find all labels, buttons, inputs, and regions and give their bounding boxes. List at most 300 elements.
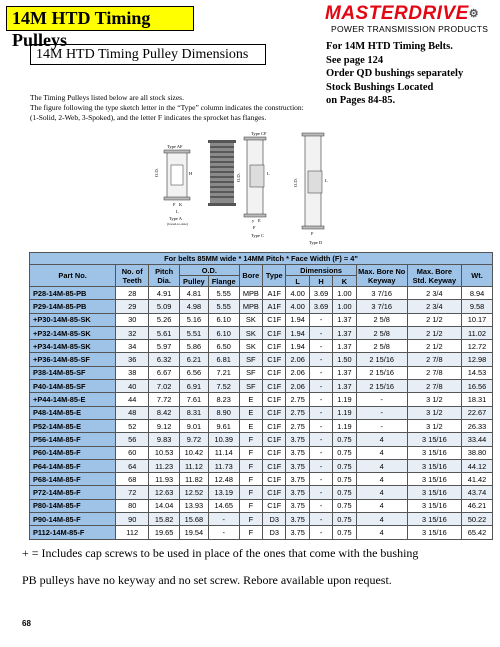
table-cell: MPB <box>239 300 262 313</box>
table-cell: D3 <box>263 526 286 539</box>
table-cell: 1.37 <box>333 340 356 353</box>
table-cell: 14.53 <box>462 366 493 379</box>
table-cell: 65.42 <box>462 526 493 539</box>
table-cell: - <box>356 393 407 406</box>
table-cell: D3 <box>263 513 286 526</box>
table-row <box>30 313 493 326</box>
table-cell: 3.75 <box>286 486 309 499</box>
table-cell: 0.75 <box>333 513 356 526</box>
table-cell: SF <box>239 380 262 393</box>
table-cell: - <box>309 433 332 446</box>
table-row <box>30 419 493 432</box>
table-cell: 11.02 <box>462 326 493 339</box>
e-label: E <box>258 218 261 223</box>
table-cell: C1F <box>263 366 286 379</box>
table-cell: - <box>309 513 332 526</box>
table-cell: C1F <box>263 499 286 512</box>
table-cell: 3 15/16 <box>407 513 461 526</box>
table-cell: - <box>309 380 332 393</box>
table-cell: 1.00 <box>333 300 356 313</box>
table-cell: 1.94 <box>286 340 309 353</box>
table-cell: 2.06 <box>286 366 309 379</box>
table-cell: 5.55 <box>208 300 239 313</box>
table-cell: 10.39 <box>208 433 239 446</box>
table-cell: 3 15/16 <box>407 473 461 486</box>
table-cell: 11.14 <box>208 446 239 459</box>
table-cell: 0.75 <box>333 433 356 446</box>
table-cell: 44.12 <box>462 459 493 472</box>
table-cell: 15.82 <box>149 513 180 526</box>
table-cell: 3 15/16 <box>407 486 461 499</box>
part-number-cell: P29-14M-85-PB <box>30 300 116 313</box>
intro-line: The Timing Pulleys listed below are all stock sizes. <box>30 93 184 102</box>
table-cell: 9.58 <box>462 300 493 313</box>
table-cell: 2 1/2 <box>407 313 461 326</box>
table-cell: F <box>239 433 262 446</box>
table-cell: 8.90 <box>208 406 239 419</box>
table-cell: E <box>239 406 262 419</box>
h-label: H <box>189 171 193 176</box>
table-cell: 52 <box>116 419 149 432</box>
part-number-cell: +P32-14M-85-SK <box>30 326 116 339</box>
table-cell: 32 <box>116 326 149 339</box>
table-cell: - <box>309 406 332 419</box>
table-cell: SF <box>239 353 262 366</box>
table-cell: C1F <box>263 340 286 353</box>
table-cell: 6.21 <box>180 353 209 366</box>
table-cell: 11.12 <box>180 459 209 472</box>
col-dim-l: L <box>286 276 309 287</box>
brand-gear-icon: ⚙ <box>468 8 480 20</box>
table-cell: F <box>239 513 262 526</box>
part-number-cell: P90-14M-85-F <box>30 513 116 526</box>
table-cell: 6.50 <box>208 340 239 353</box>
table-cell: 3.75 <box>286 433 309 446</box>
table-cell: C1F <box>263 380 286 393</box>
table-cell: 7.21 <box>208 366 239 379</box>
part-number-cell: +P34-14M-85-SK <box>30 340 116 353</box>
table-cell: 12.63 <box>149 486 180 499</box>
table-cell: E <box>239 393 262 406</box>
type-cf-sketch <box>236 131 270 238</box>
type-a-note: (bored-to-size) <box>167 222 188 226</box>
table-row <box>30 459 493 472</box>
col-bore: Bore <box>239 265 262 287</box>
table-cell: 2.06 <box>286 353 309 366</box>
table-cell: 1.19 <box>333 406 356 419</box>
table-cell: 6.10 <box>208 326 239 339</box>
table-cell: 4.00 <box>286 300 309 313</box>
table-cell: F <box>239 446 262 459</box>
pulley-dimensions-table-wrap <box>29 252 493 540</box>
table-cell: - <box>356 419 407 432</box>
table-cell: 3 15/16 <box>407 446 461 459</box>
type-af-sketch <box>154 144 193 226</box>
brand-tagline: POWER TRANSMISSION PRODUCTS <box>331 24 489 34</box>
table-cell: 6.91 <box>180 380 209 393</box>
table-cell: 7.61 <box>180 393 209 406</box>
table-cell: A1F <box>263 287 286 300</box>
table-row <box>30 406 493 419</box>
part-number-cell: P40-14M-85-SF <box>30 380 116 393</box>
table-cell: 3 1/2 <box>407 406 461 419</box>
table-cell: 14.04 <box>149 499 180 512</box>
table-cell: F <box>239 473 262 486</box>
table-row <box>30 300 493 313</box>
table-cell: - <box>309 526 332 539</box>
f-label: F <box>253 225 256 230</box>
table-cell: C1F <box>263 446 286 459</box>
table-cell: 36 <box>116 353 149 366</box>
table-cell: F <box>239 526 262 539</box>
part-number-cell: P38-14M-85-SF <box>30 366 116 379</box>
type-d-sketch <box>293 133 328 245</box>
col-od-flange: Flange <box>208 276 239 287</box>
table-cell: C1F <box>263 433 286 446</box>
l-label: L <box>267 171 270 176</box>
table-cell: SK <box>239 326 262 339</box>
table-cell: 15.68 <box>180 513 209 526</box>
table-cell: 3.75 <box>286 459 309 472</box>
f-label: F <box>173 202 176 207</box>
table-cell: F <box>239 499 262 512</box>
table-row <box>30 513 493 526</box>
table-cell: 50.22 <box>462 513 493 526</box>
col-dimensions: Dimensions <box>286 265 356 276</box>
table-cell: E <box>239 419 262 432</box>
type-c-label: Type C <box>251 233 265 238</box>
col-no-of-teeth: No. of Teeth <box>116 265 149 287</box>
table-cell: 2.75 <box>286 393 309 406</box>
table-cell: 4 <box>356 459 407 472</box>
page-title: 14M HTD Timing Pulleys <box>6 6 194 31</box>
table-cell: 28 <box>116 287 149 300</box>
col-part-no: Part No. <box>30 265 116 287</box>
table-cell: 2 1/2 <box>407 340 461 353</box>
part-number-cell: P60-14M-85-F <box>30 446 116 459</box>
table-row <box>30 526 493 539</box>
table-cell: 10.17 <box>462 313 493 326</box>
table-cell: 48 <box>116 406 149 419</box>
col-max-bore-no-keyway: Max. Bore No Keyway <box>358 266 406 285</box>
table-cell: 6.56 <box>180 366 209 379</box>
table-cell: - <box>356 406 407 419</box>
masterdrive-logo <box>325 4 495 40</box>
table-cell: 6.81 <box>208 353 239 366</box>
l-label: L <box>176 209 179 214</box>
table-cell: 3 15/16 <box>407 526 461 539</box>
type-af-label: Type AF <box>167 144 183 149</box>
table-cell: 46.21 <box>462 499 493 512</box>
table-cell: 30 <box>116 313 149 326</box>
part-number-cell: P80-14M-85-F <box>30 499 116 512</box>
table-cell: 80 <box>116 499 149 512</box>
table-cell: 41.42 <box>462 473 493 486</box>
od-label: O.D. <box>236 173 241 182</box>
table-cell: 4 <box>356 526 407 539</box>
type-a-label: Type A <box>169 216 183 221</box>
table-cell: 5.61 <box>149 326 180 339</box>
table-cell: 90 <box>116 513 149 526</box>
table-cell: 0.75 <box>333 499 356 512</box>
table-cell: F <box>239 459 262 472</box>
type-cf-label: Type CF <box>251 131 267 136</box>
table-cell: 5.86 <box>180 340 209 353</box>
type-d-label: Type D <box>309 240 323 245</box>
table-cell: 3.75 <box>286 513 309 526</box>
table-cell: 11.73 <box>208 459 239 472</box>
table-cell: 5.26 <box>149 313 180 326</box>
table-cell: 3 1/2 <box>407 393 461 406</box>
table-cell: 4 <box>356 433 407 446</box>
side-note-line: Stock Bushings Located <box>326 81 434 93</box>
table-cell: 3 7/16 <box>356 287 407 300</box>
table-cell: MPB <box>239 287 262 300</box>
part-number-cell: P56-14M-85-F <box>30 433 116 446</box>
intro-line: The figure following the type sketch letter in the “Type” column indicates the construction: <box>30 103 304 112</box>
table-cell: C1F <box>263 393 286 406</box>
col-od: O.D. <box>180 265 240 276</box>
table-cell: 19.54 <box>180 526 209 539</box>
table-cell: - <box>309 393 332 406</box>
table-row <box>30 433 493 446</box>
intro-line: (1-Solid, 2-Web, 3-Spoked), and the letter F indicates the sprocket has flanges. <box>30 113 267 122</box>
table-cell: 3 15/16 <box>407 499 461 512</box>
table-cell: 3.75 <box>286 473 309 486</box>
col-type: Type <box>263 265 286 287</box>
table-cell: 3.69 <box>309 300 332 313</box>
table-cell: 11.23 <box>149 459 180 472</box>
table-cell: SK <box>239 340 262 353</box>
side-note-line: on Pages 84-85. <box>326 95 396 106</box>
table-cell: 2 7/8 <box>407 353 461 366</box>
col-max-bore-std-keyway: Max. Bore Std. Keyway <box>407 265 461 287</box>
table-cell: 12.48 <box>208 473 239 486</box>
table-banner: For belts 85MM wide * 14MM Pitch * Face Width (F) = 4" <box>30 253 493 265</box>
table-cell: C1F <box>263 313 286 326</box>
brand-name: MASTERDRIVE⚙ <box>325 3 480 24</box>
part-number-cell: P68-14M-85-F <box>30 473 116 486</box>
part-number-cell: P112-14M-85-F <box>30 526 116 539</box>
table-cell: 2 15/16 <box>356 380 407 393</box>
table-cell: F <box>239 486 262 499</box>
table-cell: 11.93 <box>149 473 180 486</box>
table-cell: 1.37 <box>333 326 356 339</box>
table-cell: 22.67 <box>462 406 493 419</box>
table-cell: 2 7/8 <box>407 366 461 379</box>
table-cell: 2 7/8 <box>407 380 461 393</box>
table-cell: 1.50 <box>333 353 356 366</box>
table-cell: 4 <box>356 473 407 486</box>
table-cell: 2 1/2 <box>407 326 461 339</box>
table-cell: 38.80 <box>462 446 493 459</box>
part-number-cell: P52-14M-85-E <box>30 419 116 432</box>
table-cell: 4.98 <box>180 300 209 313</box>
col-pitch-dia: Pitch Dia. <box>149 265 180 287</box>
table-cell: 7.02 <box>149 380 180 393</box>
table-cell: 5.09 <box>149 300 180 313</box>
cap-screw-footnote: + = Includes cap screws to be used in place of the ones that come with the bushing <box>22 546 419 560</box>
table-cell: 4 <box>356 513 407 526</box>
table-cell: 6.32 <box>149 353 180 366</box>
table-cell: 4 <box>356 446 407 459</box>
pb-pulley-footnote: PB pulleys have no keyway and no set screw. Rebore available upon request. <box>22 573 392 587</box>
table-cell: 2 5/8 <box>356 313 407 326</box>
table-cell: 16.56 <box>462 380 493 393</box>
table-cell: C1F <box>263 353 286 366</box>
table-cell: 12.52 <box>180 486 209 499</box>
pulley-photo <box>208 140 236 206</box>
part-number-cell: +P44-14M-85-E <box>30 393 116 406</box>
table-cell: C1F <box>263 326 286 339</box>
table-cell: 6.67 <box>149 366 180 379</box>
part-number-cell: P64-14M-85-F <box>30 459 116 472</box>
table-row <box>30 287 493 300</box>
table-cell: 3.69 <box>309 287 332 300</box>
table-cell: 3.75 <box>286 526 309 539</box>
table-cell: - <box>309 326 332 339</box>
page-number: 68 <box>22 619 31 628</box>
table-cell: C1F <box>263 419 286 432</box>
table-cell: 9.72 <box>180 433 209 446</box>
table-cell: - <box>309 419 332 432</box>
table-row <box>30 486 493 499</box>
table-cell: 4 <box>356 499 407 512</box>
y-label: y <box>252 218 255 223</box>
table-cell: 0.75 <box>333 459 356 472</box>
table-cell: 4.91 <box>149 287 180 300</box>
table-cell: 7.52 <box>208 380 239 393</box>
table-cell: 2 3/4 <box>407 287 461 300</box>
table-cell: 1.37 <box>333 313 356 326</box>
table-cell: 29 <box>116 300 149 313</box>
table-row <box>30 473 493 486</box>
table-cell: 13.19 <box>208 486 239 499</box>
table-cell: 2 15/16 <box>356 353 407 366</box>
table-cell: 68 <box>116 473 149 486</box>
table-cell: 9.12 <box>149 419 180 432</box>
table-cell: 34 <box>116 340 149 353</box>
table-cell: 3 15/16 <box>407 459 461 472</box>
part-number-cell: +P30-14M-85-SK <box>30 313 116 326</box>
f-label: F <box>311 231 314 236</box>
table-cell: 4 <box>356 486 407 499</box>
table-cell: - <box>309 340 332 353</box>
table-cell: 9.61 <box>208 419 239 432</box>
table-cell: 3 1/2 <box>407 419 461 432</box>
side-note-line: See page 124 <box>326 54 384 66</box>
table-cell: 3 15/16 <box>407 433 461 446</box>
table-cell: SF <box>239 366 262 379</box>
table-cell: 2.75 <box>286 419 309 432</box>
table-cell: 40 <box>116 380 149 393</box>
table-cell: 44 <box>116 393 149 406</box>
table-cell: 1.00 <box>333 287 356 300</box>
table-cell: 3.75 <box>286 499 309 512</box>
pulley-dimensions-table <box>29 252 493 540</box>
side-note-line: For 14M HTD Timing Belts. <box>326 41 453 52</box>
table-cell: C1F <box>263 406 286 419</box>
col-dim-h: H <box>309 276 332 287</box>
table-cell: 9.01 <box>180 419 209 432</box>
table-row <box>30 353 493 366</box>
table-cell: 7.72 <box>149 393 180 406</box>
table-cell: C1F <box>263 473 286 486</box>
pulley-type-diagrams <box>155 127 340 247</box>
table-cell: 56 <box>116 433 149 446</box>
table-cell: 13.93 <box>180 499 209 512</box>
col-dim-k: K <box>333 276 356 287</box>
table-cell: 2 15/16 <box>356 366 407 379</box>
table-row <box>30 380 493 393</box>
table-cell: - <box>208 513 239 526</box>
table-cell: 5.55 <box>208 287 239 300</box>
table-cell: 8.94 <box>462 287 493 300</box>
table-row <box>30 340 493 353</box>
table-row <box>30 326 493 339</box>
table-cell: A1F <box>263 300 286 313</box>
table-cell: - <box>309 313 332 326</box>
side-note-line: Order QD bushings separately <box>326 68 464 79</box>
table-cell: 0.75 <box>333 446 356 459</box>
table-cell: 0.75 <box>333 486 356 499</box>
table-cell: 64 <box>116 459 149 472</box>
table-row <box>30 446 493 459</box>
table-cell: 1.37 <box>333 366 356 379</box>
table-cell: 10.42 <box>180 446 209 459</box>
table-cell: 12.72 <box>462 340 493 353</box>
side-note <box>326 40 496 108</box>
table-cell: 5.51 <box>180 326 209 339</box>
table-cell: 2 3/4 <box>407 300 461 313</box>
table-cell: - <box>309 366 332 379</box>
table-cell: - <box>208 526 239 539</box>
table-cell: - <box>309 486 332 499</box>
table-cell: 1.19 <box>333 419 356 432</box>
table-cell: 43.74 <box>462 486 493 499</box>
table-cell: - <box>309 473 332 486</box>
part-number-cell: P72-14M-85-F <box>30 486 116 499</box>
table-cell: 0.75 <box>333 526 356 539</box>
table-cell: 3.75 <box>286 446 309 459</box>
table-row <box>30 366 493 379</box>
table-cell: 6.10 <box>208 313 239 326</box>
table-cell: 72 <box>116 486 149 499</box>
table-cell: 18.31 <box>462 393 493 406</box>
intro-text <box>30 93 330 123</box>
table-cell: 12.98 <box>462 353 493 366</box>
table-cell: 112 <box>116 526 149 539</box>
od-label: O.D. <box>154 168 159 177</box>
table-cell: 2.06 <box>286 380 309 393</box>
table-row <box>30 393 493 406</box>
table-cell: 26.33 <box>462 419 493 432</box>
table-cell: 60 <box>116 446 149 459</box>
table-cell: C1F <box>263 486 286 499</box>
od-label: O.D. <box>293 178 298 187</box>
table-cell: - <box>309 446 332 459</box>
part-number-cell: P48-14M-85-E <box>30 406 116 419</box>
table-cell: 0.75 <box>333 473 356 486</box>
table-cell: 4.00 <box>286 287 309 300</box>
table-cell: 5.16 <box>180 313 209 326</box>
table-cell: 11.82 <box>180 473 209 486</box>
table-cell: 1.19 <box>333 393 356 406</box>
table-cell: 8.42 <box>149 406 180 419</box>
table-cell: 5.97 <box>149 340 180 353</box>
table-cell: 2 5/8 <box>356 340 407 353</box>
l-label: L <box>325 178 328 183</box>
